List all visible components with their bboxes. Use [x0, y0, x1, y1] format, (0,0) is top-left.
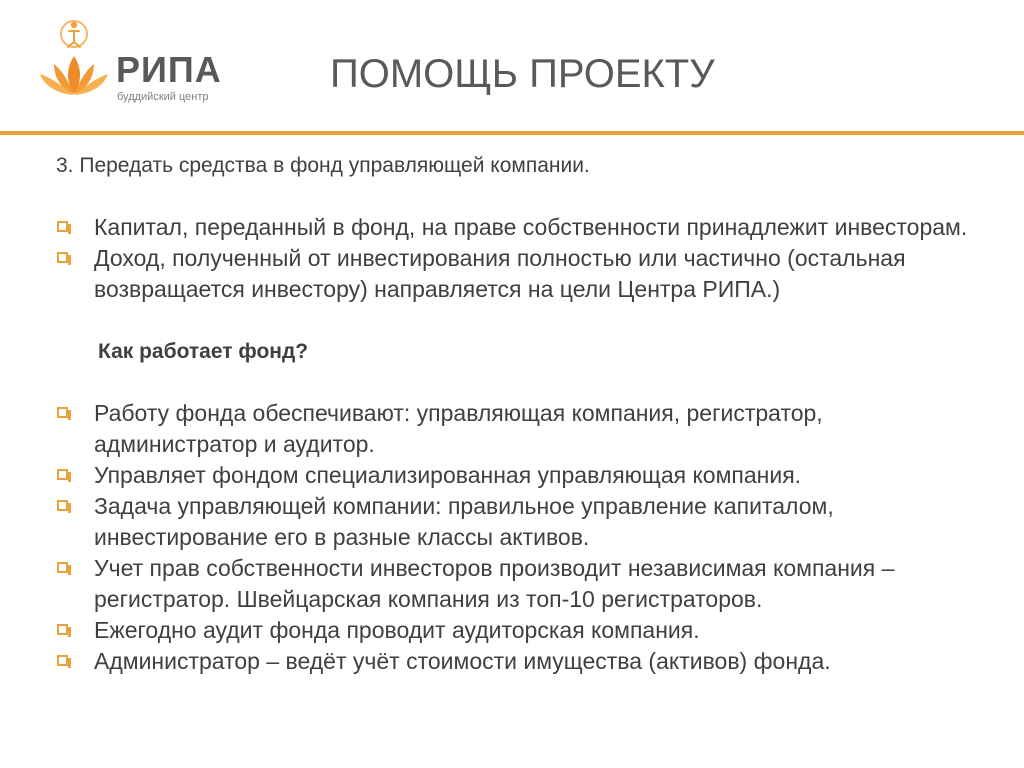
slide-title: ПОМОЩЬ ПРОЕКТУ: [330, 52, 715, 96]
checkbox-bullet-icon: [57, 655, 68, 666]
list-item: [56, 646, 986, 677]
checkbox-bullet-icon: [57, 221, 68, 232]
list-item-text: Управляет фондом специализированная управляющая компания.: [94, 462, 802, 488]
brand-name: РИПА: [116, 49, 222, 90]
checkbox-bullet-icon: [57, 500, 68, 511]
checkbox-bullet-icon: [57, 252, 68, 263]
slide-content: [56, 150, 986, 677]
checkbox-bullet-icon: [57, 469, 68, 480]
list-item: [56, 398, 986, 460]
list-item: [56, 615, 986, 646]
intro-text: 3. Передать средства в фонд управляющей компании.: [56, 154, 590, 177]
list-item-text: Администратор – ведёт учёт стоимости имущества (активов) фонда.: [94, 648, 831, 674]
checkbox-bullet-icon: [57, 624, 68, 635]
list-item-text: Учет прав собственности инвесторов производит независимая компания – регистратор. Швейцарская компания из топ-10 регистраторов.: [94, 555, 895, 612]
list-item: [56, 491, 986, 553]
brand-subtitle: буддийский центр: [117, 91, 209, 103]
list-item-text: Капитал, переданный в фонд, на праве собственности принадлежит инвесторам.: [94, 214, 968, 240]
list-item-text: Доход, полученный от инвестирования полностью или частично (остальная возвращается инвестору) направляется на цели Центра РИПА.): [94, 245, 906, 302]
list-item-text: Задача управляющей компании: правильное управление капиталом, инвестирование его в разные классы активов.: [94, 493, 834, 550]
checkbox-bullet-icon: [57, 562, 68, 573]
bullet-list-bottom: [56, 398, 986, 677]
spacer: [56, 305, 986, 336]
list-item: [56, 460, 986, 491]
list-item-text: Работу фонда обеспечивают: управляющая компания, регистратор, администратор и аудитор.: [94, 400, 823, 457]
list-item: [56, 243, 986, 305]
brand-logo: [36, 12, 236, 102]
checkbox-bullet-icon: [57, 407, 68, 418]
list-item: [56, 212, 986, 243]
title-divider: [0, 131, 1024, 135]
section-subheading: Как работает фонд?: [98, 340, 309, 363]
lotus-icon: [36, 12, 116, 102]
spacer: [56, 181, 986, 212]
list-item: [56, 553, 986, 615]
spacer: [56, 367, 986, 398]
list-item-text: Ежегодно аудит фонда проводит аудиторская компания.: [94, 617, 700, 643]
bullet-list-top: [56, 212, 986, 305]
